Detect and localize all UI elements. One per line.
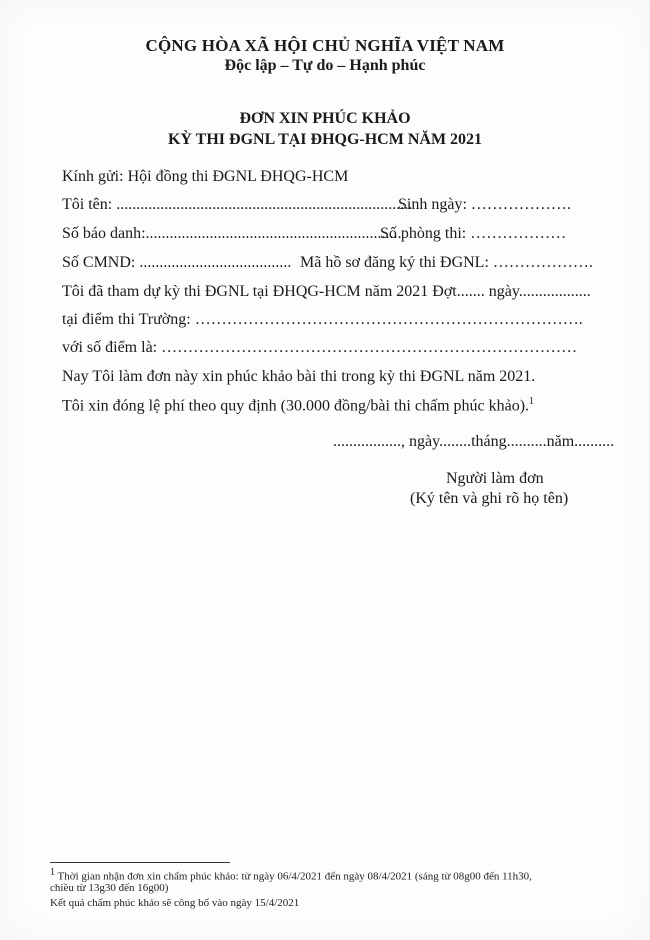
footnote-divider — [50, 862, 230, 863]
date-line: ................., ngày........tháng..........năm.......... — [333, 433, 615, 450]
fee-statement — [62, 396, 534, 415]
footnote-text-1: Thời gian nhận đơn xin chấm phúc khảo: từ ngày 06/4/2021 đến ngày 08/4/2021 (sáng từ 08g00 đến 11h30, — [55, 870, 532, 883]
footnote-line-1 — [50, 867, 532, 883]
footnote-ref: 1 — [529, 396, 535, 407]
fee-text: Tôi xin đóng lệ phí theo quy định (30.000 đồng/bài thi chấm phúc khảo). — [62, 397, 530, 415]
footnote-marker: 1 — [50, 867, 55, 878]
recipient-line: Kính gửi: Hội đồng thi ĐGNL ĐHQG-HCM — [62, 168, 349, 185]
candidate-number-field: Số báo danh:................................................................ — [62, 225, 402, 242]
motto-heading: Độc lập – Tự do – Hạnh phúc — [224, 57, 426, 74]
footnote-line-3: Kết quả chấm phúc khảo sẽ công bố vào ngày 15/4/2021 — [50, 897, 300, 909]
signer-label: Người làm đơn — [446, 470, 544, 487]
venue-field: tại điểm thi Trường: ………………………………………………………………. — [62, 311, 583, 328]
score-field: với số điểm là: …………………………………………………………………… — [62, 339, 578, 356]
signer-note: (Ký tên và ghi rõ họ tên) — [410, 490, 569, 507]
footnote-line-2: chiều từ 13g30 đến 16g00) — [50, 882, 169, 894]
form-subtitle: KỲ THI ĐGNL TẠI ĐHQG-HCM NĂM 2021 — [167, 131, 483, 148]
name-field: Tôi tên: .......................................................................... — [62, 196, 413, 213]
room-field: Số phòng thi: ……………… — [380, 225, 567, 242]
dob-field: Sinh ngày: ………………. — [398, 196, 571, 213]
form-title: ĐƠN XIN PHÚC KHẢO — [239, 110, 411, 127]
nation-heading: CỘNG HÒA XÃ HỘI CHỦ NGHĨA VIỆT NAM — [145, 36, 505, 55]
id-card-field: Số CMND: ...................................... — [62, 254, 292, 271]
attended-field: Tôi đã tham dự kỳ thi ĐGNL tại ĐHQG-HCM năm 2021 Đợt....... ngày.................. — [62, 283, 591, 300]
profile-code-field: Mã hồ sơ đăng ký thi ĐGNL: ………………. — [300, 254, 593, 271]
request-statement: Nay Tôi làm đơn này xin phúc khảo bài thi trong kỳ thi ĐGNL năm 2021. — [62, 368, 536, 385]
